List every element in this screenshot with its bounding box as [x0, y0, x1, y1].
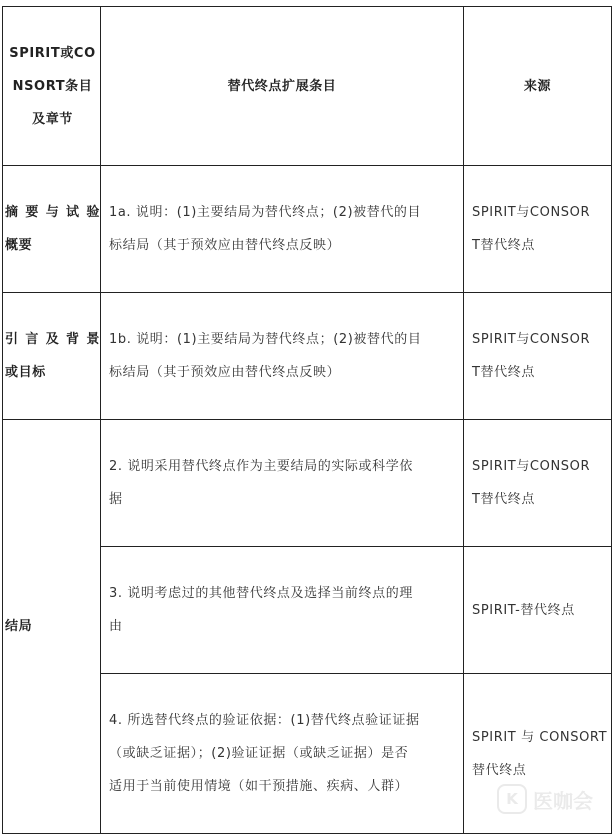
table-row — [3, 293, 612, 420]
item-line1: 2. 说明采用替代终点作为主要结局的实际或科学依 — [109, 459, 413, 474]
table-header-row — [3, 7, 612, 166]
watermark — [497, 784, 593, 814]
section-cell — [3, 166, 101, 293]
source-line1: SPIRIT 与 CONSORT — [472, 729, 608, 745]
section-line1: 摘要与试验 — [5, 205, 100, 220]
header-source-cell — [464, 7, 612, 166]
source-line2: T替代终点 — [472, 492, 535, 507]
source-cell — [464, 166, 612, 293]
header-item-label: 替代终点扩展条目 — [227, 78, 337, 94]
header-section-line1: SPIRIT或CO — [9, 45, 96, 61]
source-line2: T替代终点 — [472, 238, 535, 253]
table-row — [3, 166, 612, 293]
header-item-cell — [101, 7, 464, 166]
item-line1: 1a. 说明：(1)主要结局为替代终点；(2)被替代的目 — [109, 205, 422, 220]
app-logo-icon: K — [497, 784, 527, 814]
header-section-line3: 及章节 — [32, 111, 73, 127]
source-cell — [464, 547, 612, 674]
item-line2: 由 — [109, 619, 123, 634]
source-line1: SPIRIT与CONSOR — [472, 459, 591, 474]
section-line1: 结局 — [5, 619, 33, 634]
item-cell — [101, 420, 464, 547]
item-line1: 1b. 说明：(1)主要结局为替代终点；(2)被替代的目 — [109, 332, 422, 347]
header-section-cell — [3, 7, 101, 166]
item-cell — [101, 293, 464, 420]
surrogate-endpoint-table — [2, 6, 612, 834]
item-line1: 4. 所选替代终点的验证依据：(1)替代终点验证证据 — [109, 713, 420, 728]
header-section-line2: NSORT条目 — [12, 78, 93, 94]
source-cell — [464, 293, 612, 420]
item-line1: 3. 说明考虑过的其他替代终点及选择当前终点的理 — [109, 586, 413, 601]
watermark-text: 医咖会 — [533, 788, 593, 813]
header-source-label: 来源 — [523, 78, 552, 94]
source-cell — [464, 420, 612, 547]
item-cell — [101, 547, 464, 674]
source-line1: SPIRIT与CONSOR — [472, 205, 591, 220]
section-line2: 概要 — [5, 238, 33, 253]
item-line2: 标结局（其于预效应由替代终点反映） — [109, 238, 341, 253]
section-line2: 或目标 — [5, 365, 46, 380]
section-cell — [3, 293, 101, 420]
source-line2: 替代终点 — [472, 762, 527, 778]
item-line2: 标结局（其于预效应由替代终点反映） — [109, 365, 341, 380]
item-line3: 适用于当前使用情境（如干预措施、疾病、人群） — [109, 779, 409, 794]
section-cell-outcome — [3, 420, 101, 834]
table-row — [3, 420, 612, 547]
section-line1: 引言及背景 — [5, 332, 100, 347]
item-cell — [101, 166, 464, 293]
source-line2: T替代终点 — [472, 365, 535, 380]
item-line2: 据 — [109, 492, 123, 507]
source-line1: SPIRIT-替代终点 — [472, 602, 575, 618]
item-line2: （或缺乏证据）；(2)验证证据（或缺乏证据）是否 — [109, 746, 409, 761]
source-line1: SPIRIT与CONSOR — [472, 332, 591, 347]
item-cell — [101, 674, 464, 834]
